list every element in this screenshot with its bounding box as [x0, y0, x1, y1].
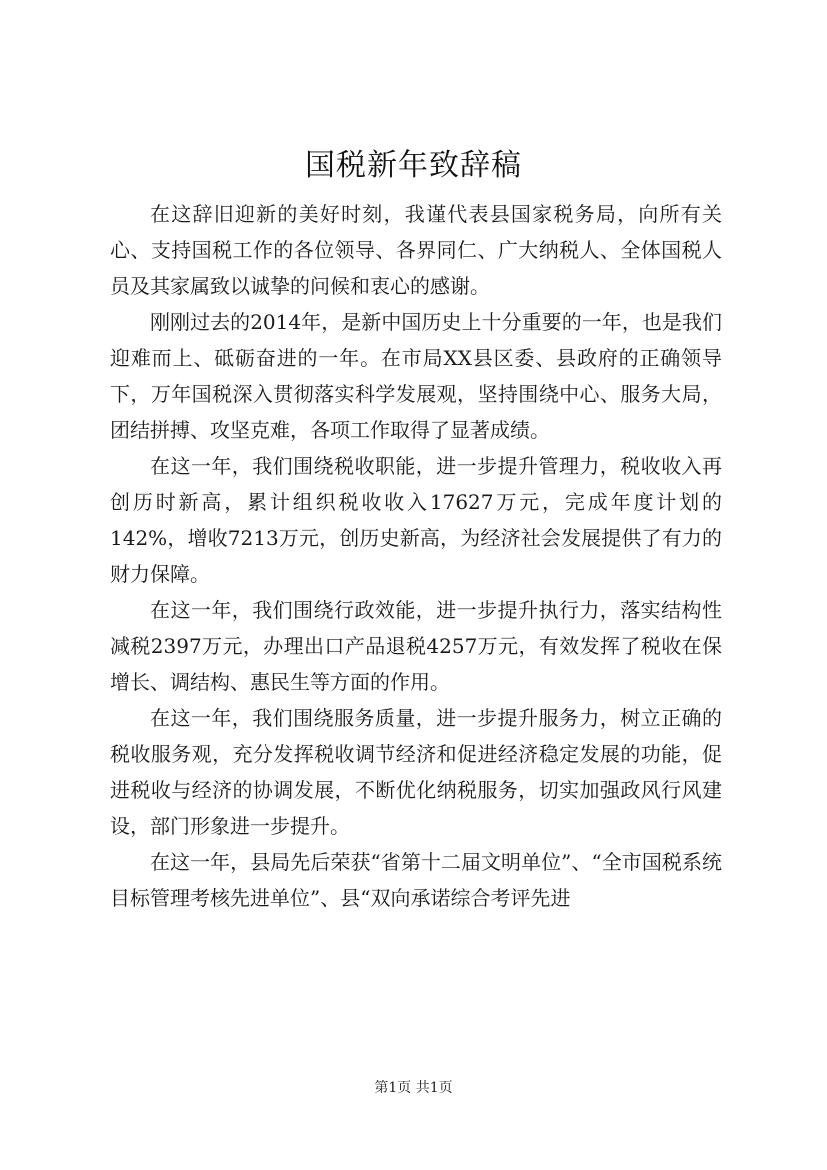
paragraph: 在这辞旧迎新的美好时刻，我谨代表县国家税务局，向所有关心、支持国税工作的各位领导、各界同仁、广大纳税人、全体国税人员及其家属致以诚挚的问候和衷心的感谢。 — [110, 202, 722, 298]
paragraph: 在这一年，县局先后荣获“省第十二届文明单位”、“全市国税系统目标管理考核先进单位”、县“双向承诺综合考评先进 — [110, 850, 722, 910]
paragraph: 在这一年，我们围绕服务质量，进一步提升服务力，树立正确的税收服务观，充分发挥税收调节经济和促进经济稳定发展的功能，促进税收与经济的协调发展，不断优化纳税服务，切实加强政风行风建设，部门形象进一步提升。 — [110, 706, 722, 838]
page-footer: 第1页 共1页 — [374, 1080, 453, 1096]
paragraph: 刚刚过去的2014年，是新中国历史上十分重要的一年，也是我们迎难而上、砥砺奋进的一年。在市局XX县区委、县政府的正确领导下，万年国税深入贯彻落实科学发展观，坚持围绕中心、服务大局，团结拼搏、攻坚克难，各项工作取得了显著成绩。 — [110, 310, 722, 442]
paragraph: 在这一年，我们围绕税收职能，进一步提升管理力，税收收入再创历时新高，累计组织税收收入17627万元，完成年度计划的142%，增收7213万元，创历史新高，为经济社会发展提供了有力的财力保障。 — [110, 454, 722, 586]
paragraph: 在这一年，我们围绕行政效能，进一步提升执行力，落实结构性减税2397万元，办理出口产品退税4257万元，有效发挥了税收在保增长、调结构、惠民生等方面的作用。 — [110, 598, 722, 694]
document-title: 国税新年致辞稿 — [305, 148, 522, 183]
document-body — [110, 196, 722, 916]
